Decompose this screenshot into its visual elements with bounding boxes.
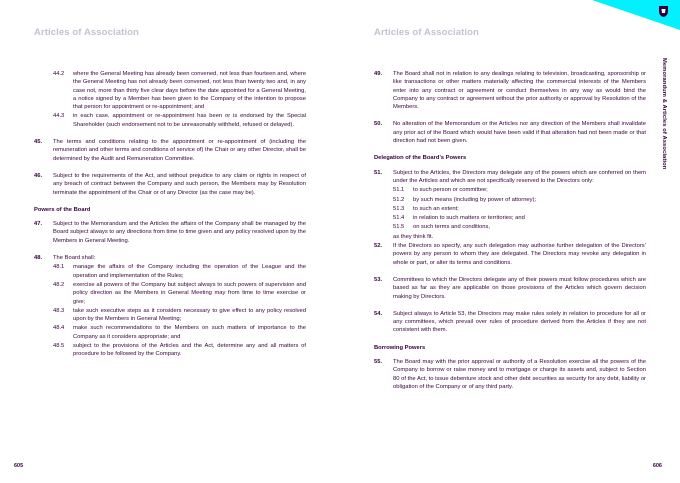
clause-50: 50. No alteration of the Memorandum or the Articles nor any direction of the Members shall invalidate any prior act of the Board which would have been valid if that alteration had not been made or that direction had not been given. [374,121,646,145]
page-number-left: 605 [14,463,24,469]
side-title: Memorandum & Articles of Association [661,58,667,170]
clause-51-3: 51.3 to such an extent; [393,205,459,212]
left-content [34,70,306,360]
clause-46: 46. Subject to the requirements of the Act, and without prejudice to any claim or rights in respect of any breach of contract between the Company and such person, the Members may by Resolution terminate the appointment of the Chair or of any Director (as the case may be). [34,172,306,196]
clause-48-1: 48.1 manage the affairs of the Company including the operation of the League and the operation and implementation of the Rules; [53,264,306,279]
clause-44-2: 44.2 where the General Meeting has already been convened, not less than fourteen and, where the General Meeting has not already been convened, not less than twenty two and, in any case not, more than thirty five clear days before the date appointed for a General Meeting, a notice signed by a Member has been given to the Company of the intention to propose that person for appointment or re-appointment; and [53,71,306,111]
clause-48-3: 48.3 take such executive steps as it considers necessary to give effect to any policy resolved upon by the Members in General Meeting; [53,307,306,323]
clause-48-2: 48.2 exercise all powers of the Company but subject always to such powers of supervision and policy direction as the Members in General Meeting may from time to time exercise or give; [53,281,306,305]
subclauses-51 [393,186,646,241]
clause-51-5: 51.5 on such terms and conditions, [393,224,491,231]
clause-48: 48. The Board shall: [34,255,96,262]
section-heading-delegation: Delegation of the Board’s Powers [374,155,467,162]
clause-44-3: 44.3 in each case, appointment or re-appointment has been or is endorsed by the Special Shareholder (such endorsement not to be unreasonably withheld, refused or delayed). [53,113,306,128]
clause-53: 53. Committees to which the Directors delegate any of their powers must follow procedures which are based as far as they are applicable on those provisions of the Articles which govern decision making by Directors. [374,276,646,300]
right-content [374,70,646,400]
clause-54: 54. Subject always to Article 53, the Directors may make rules solely in relation to procedure for all or any committees, which prevail over rules of procedure derived from the Articles if they are not consistent with them. [374,310,646,334]
page-number-right: 606 [652,463,662,469]
clause-45: 45. The terms and conditions relating to the appointment or re-appointment of (including the remuneration and other terms and conditions of service of) the Chair or any other Director, shall be determined by the Audit and Remuneration Committee. [34,139,306,162]
subclauses-44 [53,70,306,129]
lion-crest-icon [657,4,670,18]
clause-51-tail: as they think fit. [393,233,434,240]
section-heading-powers: Powers of the Board [34,206,91,213]
running-head: Articles of Association [374,27,479,38]
right-page [340,0,680,483]
clause-48-4: 48.4 make such recommendations to the Members on such matters of importance to the Company as it considers appropriate; and [53,325,306,340]
clause-52: 52. If the Directors so specify, any such delegation may authorise further delegation of the Directors’ powers by any person to whom they are delegated. The Directors may revoke any delegation in whole or part, or alter its terms and conditions. [374,243,646,266]
subclauses-48 [53,263,306,358]
clause-47: 47. Subject to the Memorandum and the Articles the affairs of the Company shall be managed by the Board subject always to any directions from time to time given and any policy resolved upon by the Members in General Meeting. [34,221,306,244]
running-head: Articles of Association [34,27,139,38]
section-heading-borrowing: Borrowing Powers [374,344,426,351]
clause-51-2: 51.2 by such means (including by power of attorney); [393,196,537,203]
clause-51-4: 51.4 in relation to such matters or territories; and [393,215,525,222]
clause-49: 49. The Board shall not in relation to any dealings relating to television, broadcasting, sponsorship or like transactions or other matters materially affecting the commercial interests of the Members enter into any contract or agreement or conduct themselves in any way as would bind the Company to any contract or agreement without the prior authority or approval by Resolution of the Members. [374,71,646,111]
clause-48-5: 48.5 subject to the provisions of the Articles and the Act, determine any and all matters of procedure to be followed by the Company. [53,343,306,358]
clause-55: 55. The Board may with the prior approval or authority of a Resolution exercise all the powers of the Company to borrow or raise money and to mortgage or charge its assets and, subject to Section 80 of the Act, to issue debenture stock and other debt securities as security for any debt, liability or obligation of the Company or of any third party. [374,359,646,390]
clause-51-1: 51.1 to such person or committee; [393,187,488,194]
clause-51: 51. Subject to the Articles, the Directors may delegate any of the powers which are conferred on them under the Articles and which are not specifically reserved to the Directors only: [374,169,646,184]
